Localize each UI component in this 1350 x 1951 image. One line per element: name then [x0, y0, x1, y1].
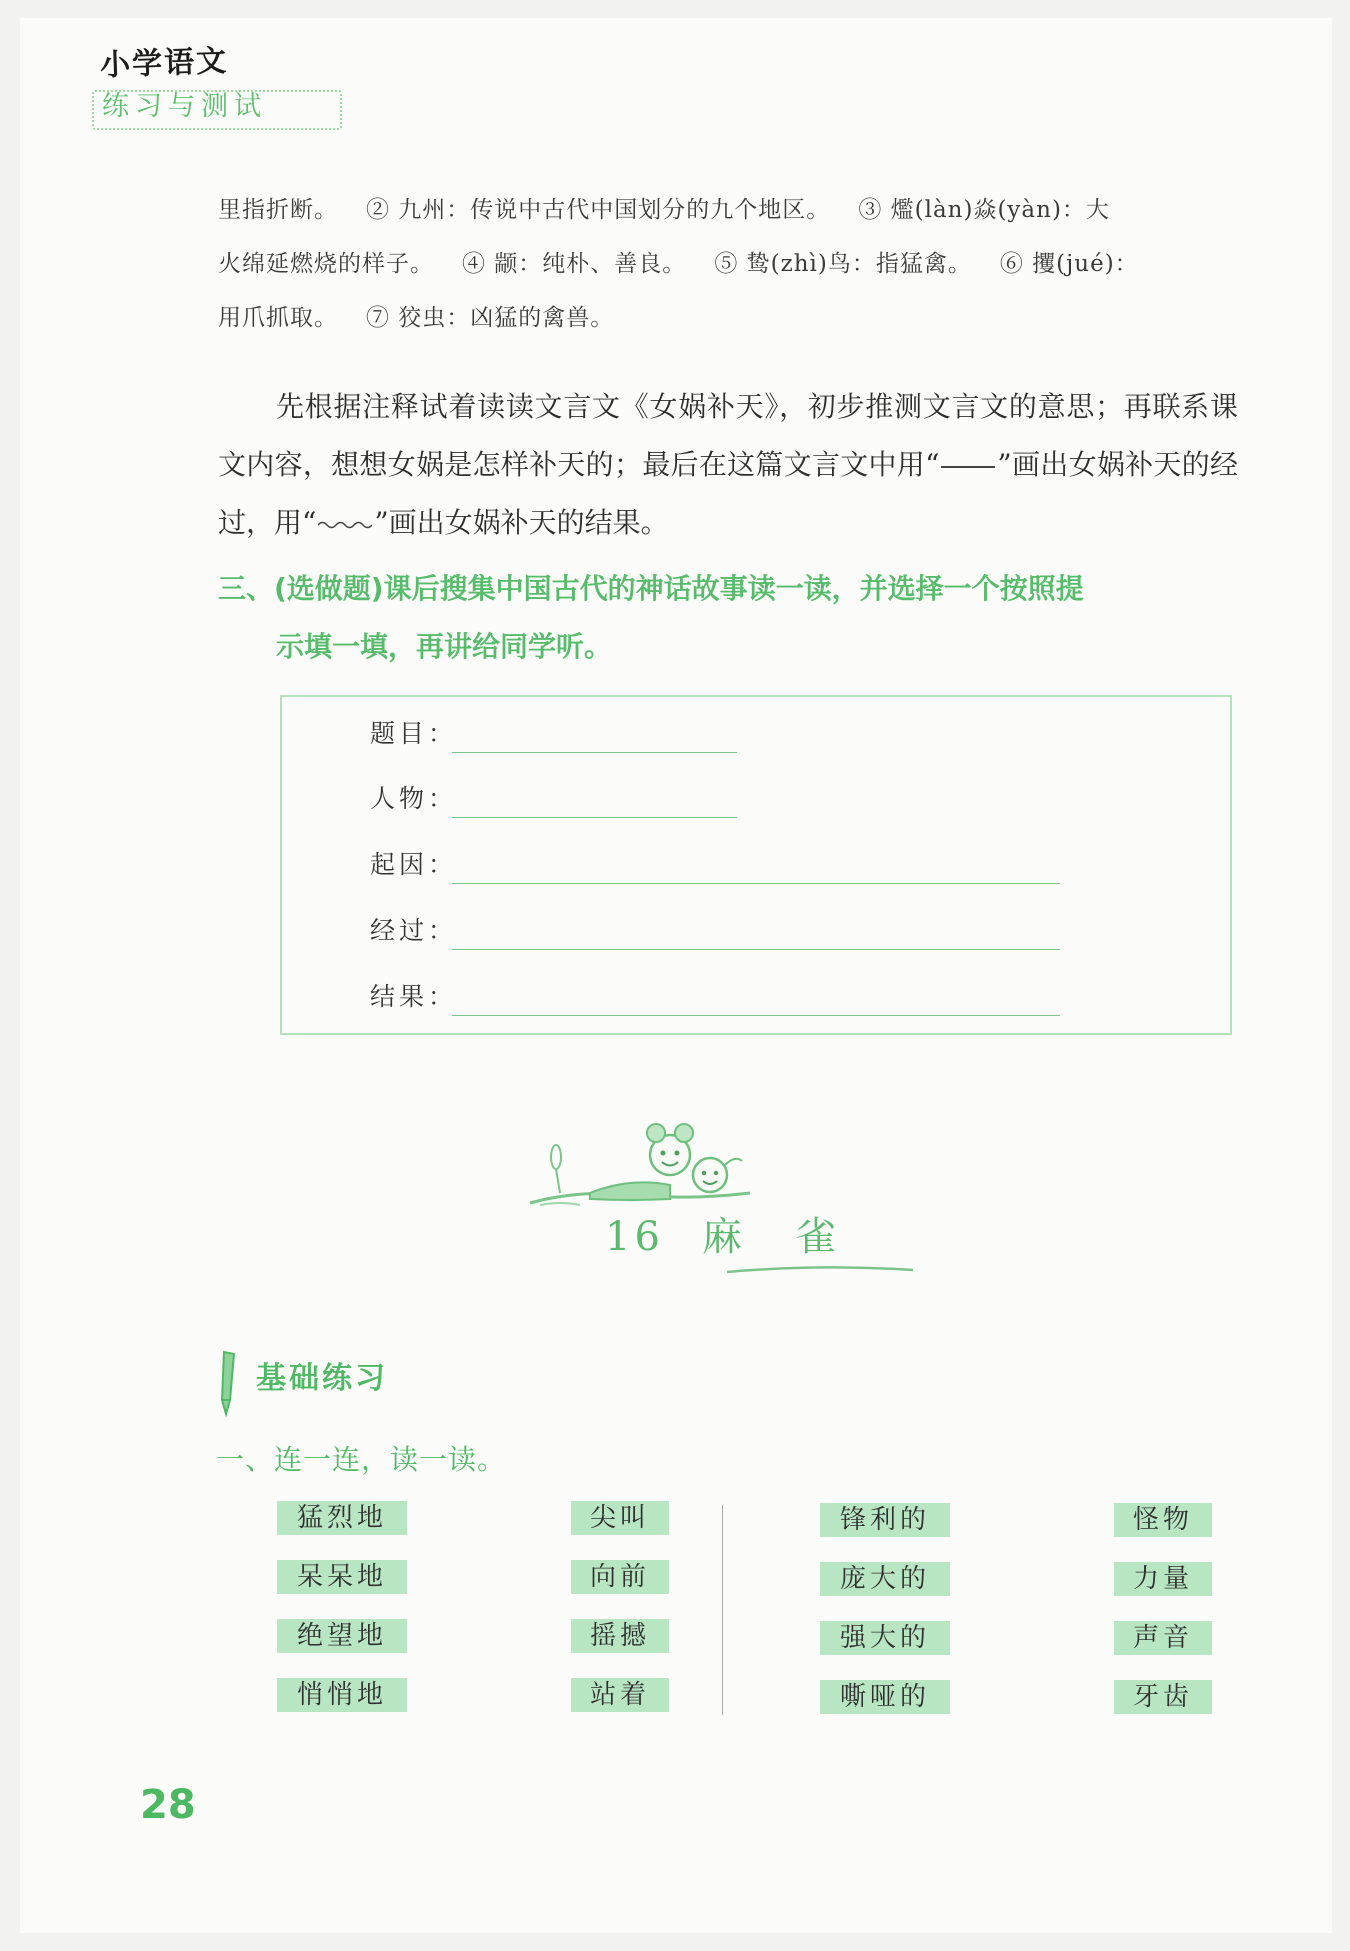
note-item: ② 九州：传说中古代中国划分的九个地区。	[366, 197, 831, 223]
process-label: 经过：	[370, 916, 458, 945]
question-3-line-1: 三、(选做题)课后搜集中国古代的神话故事读一读，并选择一个按照提	[218, 572, 1084, 605]
column-divider	[722, 1505, 723, 1715]
cause-label: 起因：	[370, 850, 458, 879]
characters-answer-line[interactable]	[452, 817, 737, 818]
note-item: ⑦ 狡虫：凶猛的禽兽。	[366, 305, 615, 331]
straight-line-symbol	[941, 466, 995, 468]
word-chip[interactable]: 强大的	[820, 1621, 950, 1655]
note-item: 里指折断。	[218, 197, 338, 223]
word-chip[interactable]: 庞大的	[820, 1562, 950, 1596]
word-chip[interactable]: 绝望地	[277, 1619, 407, 1653]
lesson-title	[605, 1205, 840, 1262]
section-heading	[216, 1353, 388, 1397]
question-3-line-2: 示填一填，再讲给同学听。	[276, 630, 613, 663]
result-answer-line[interactable]	[452, 1015, 1060, 1016]
characters-label: 人物：	[370, 784, 458, 813]
wavy-line-symbol	[318, 520, 372, 530]
title-underline-decoration	[725, 1262, 915, 1278]
story-fill-form	[280, 695, 1232, 1035]
note-line-2	[218, 237, 1238, 291]
word-chip[interactable]: 牙齿	[1114, 1680, 1212, 1714]
note-item: ③ 爁(làn)焱(yàn)：大	[858, 197, 1110, 223]
note-item: 用爪抓取。	[218, 305, 338, 331]
instruction-part-1: 先根据注释试着读读文言文《女娲补天》，初步推测文言文的意思；再联系课文内容，想想女娲是怎样补天的；最后在这篇文言文中用“	[218, 390, 1238, 481]
book-title: 小学语文	[99, 43, 229, 84]
question-1-title: 一、连一连，读一读。	[216, 1443, 507, 1476]
process-answer-line[interactable]	[452, 949, 1060, 950]
word-chip[interactable]: 站着	[571, 1678, 669, 1712]
note-item: ⑤ 鸷(zhì)鸟：指猛禽。	[714, 251, 972, 277]
children-lying-illustration	[520, 1115, 760, 1215]
word-chip[interactable]: 向前	[571, 1560, 669, 1594]
lesson-title-char-2: 雀	[795, 1214, 840, 1260]
cause-answer-line[interactable]	[452, 883, 1060, 884]
instruction-part-2: ”画出女娲补天的经过，用“	[218, 448, 1238, 539]
title-answer-line[interactable]	[452, 752, 737, 753]
word-chip[interactable]: 声音	[1114, 1621, 1212, 1655]
instruction-paragraph	[218, 378, 1238, 552]
instruction-part-3: ”画出女娲补天的结果。	[374, 506, 669, 539]
result-label: 结果：	[370, 982, 458, 1011]
section-title: 基础练习	[256, 1361, 388, 1396]
lesson-number: 16	[605, 1214, 664, 1260]
page-number: 28	[140, 1782, 196, 1828]
word-chip[interactable]: 猛烈地	[277, 1501, 407, 1535]
note-line-3	[218, 291, 1238, 345]
word-chip[interactable]: 嘶哑的	[820, 1680, 950, 1714]
book-subtitle: 练习与测试	[92, 90, 342, 130]
note-item: ④ 颛：纯朴、善良。	[462, 251, 687, 277]
lesson-title-char-1: 麻	[701, 1214, 746, 1260]
note-item: 火绵延燃烧的样子。	[218, 251, 434, 277]
question-3	[218, 560, 1238, 676]
word-chip[interactable]: 呆呆地	[277, 1560, 407, 1594]
word-chip[interactable]: 怪物	[1114, 1503, 1212, 1537]
note-line-1	[218, 183, 1238, 237]
word-chip[interactable]: 锋利的	[820, 1503, 950, 1537]
word-chip[interactable]: 悄悄地	[277, 1678, 407, 1712]
word-chip[interactable]: 尖叫	[571, 1501, 669, 1535]
word-chip[interactable]: 力量	[1114, 1562, 1212, 1596]
word-chip[interactable]: 摇撼	[571, 1619, 669, 1653]
note-item: ⑥ 攫(jué)：	[999, 251, 1139, 277]
title-label: 题目：	[370, 719, 458, 748]
annotation-notes	[218, 183, 1238, 345]
